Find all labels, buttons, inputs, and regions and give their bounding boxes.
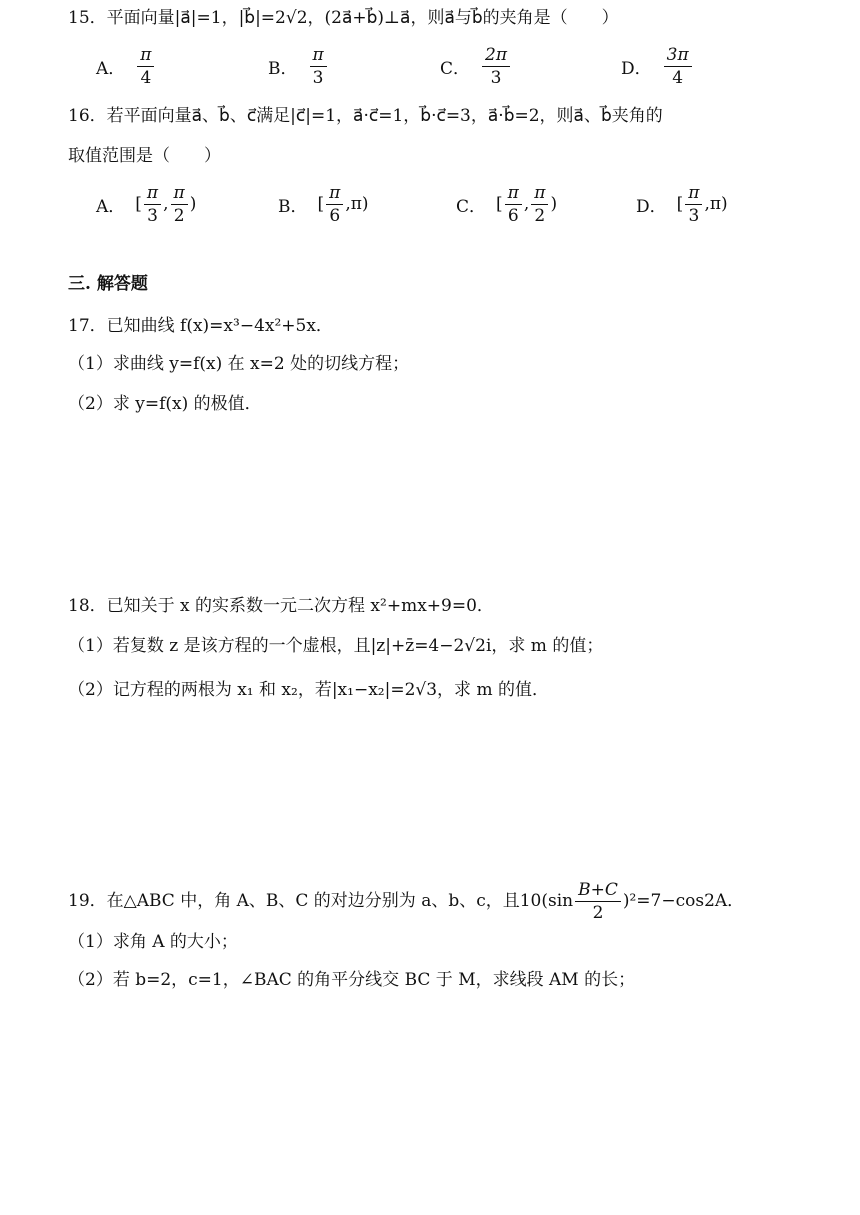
q19-stem-part-a: 19．在△ABC 中，角 A、B、C 的对边分别为 a、b、c，且10(sin	[68, 891, 574, 911]
section-heading: 三. 解答题	[68, 274, 148, 294]
choice-label: C．	[440, 58, 471, 79]
q15-choice-b	[268, 36, 329, 96]
q19-part2: （2）若 b=2，c=1，∠BAC 的角平分线交 BC 于 M，求线段 AM 的长；	[68, 970, 636, 990]
choice-label: C．	[456, 196, 487, 217]
fraction: $\frac{\pi}{6}$	[505, 182, 522, 227]
bracket: [	[676, 194, 684, 214]
q16-choice-c: C． [ $\frac{\pi}{6}$ , $\frac{\pi}{2}$ )	[456, 182, 558, 226]
choice-label: B．	[268, 58, 298, 79]
q19-stem-part-b: )²=7−cos2A．	[622, 891, 745, 911]
q16-choice-b	[278, 174, 369, 234]
interval-tail: ,π)	[704, 194, 728, 214]
q18-stem: 18．已知关于 x 的实系数一元二次方程 x²+mx+9=0．	[68, 596, 494, 616]
choice-label: D．	[636, 196, 667, 217]
q15-choice-d	[621, 36, 694, 96]
q17-part1: （1）求曲线 y=f(x) 在 x=2 处的切线方程；	[68, 354, 410, 374]
fraction: $\frac{\pi}{3}$	[310, 44, 327, 89]
fraction: $\frac{B+C}{2}$	[575, 879, 621, 924]
fraction: $\frac{3\pi}{4}$	[664, 44, 692, 89]
q19-part1: （1）求角 A 的大小；	[68, 932, 238, 952]
q19-stem	[68, 876, 820, 926]
q16-choice-a: A． [ $\frac{\pi}{3}$ , $\frac{\pi}{2}$ )	[96, 182, 197, 226]
choice-label: D．	[621, 58, 652, 79]
interval-tail: ,π)	[345, 194, 369, 214]
fraction: $\frac{\pi}{2}$	[171, 182, 188, 227]
q15-text: 15．平面向量|a⃗|=1，|b⃗|=2√2，(2a⃗+b⃗)⊥a⃗，则a⃗与b⃗的夹角是（ ）	[68, 8, 619, 28]
q17-stem: 17．已知曲线 f(x)=x³−4x²+5x．	[68, 316, 333, 336]
q16-text-line1: 16．若平面向量a⃗、b⃗、c⃗满足|c⃗|=1，a⃗·c⃗=1，b⃗·c⃗=3，a⃗·b⃗=2，则a⃗、b⃗夹角的	[68, 106, 663, 126]
bracket: [	[317, 194, 325, 214]
choice-label: A．	[96, 58, 126, 79]
q15-choice-c	[440, 36, 512, 96]
fraction: $\frac{\pi}{3}$	[685, 182, 702, 227]
fraction: $\frac{\pi}{4}$	[137, 44, 154, 89]
q16-choice-d	[636, 174, 728, 234]
bracket: [	[135, 194, 142, 214]
q16-choices	[96, 174, 820, 234]
bracket: )	[550, 194, 558, 214]
fraction: $\frac{\pi}{6}$	[326, 182, 343, 227]
q18-part1: （1）若复数 z 是该方程的一个虚根，且|z|+z̄=4−2√2i，求 m 的值；	[68, 636, 604, 656]
choice-label: A．	[96, 196, 126, 217]
q18-part2: （2）记方程的两根为 x₁ 和 x₂，若|x₁−x₂|=2√3，求 m 的值．	[68, 680, 549, 700]
choice-label: B．	[278, 196, 308, 217]
q16-text-line2: 取值范围是（ ）	[68, 146, 221, 166]
bracket: [	[496, 194, 503, 214]
bracket: )	[189, 194, 197, 214]
q15-choices	[96, 36, 820, 96]
q15-choice-a	[96, 36, 156, 96]
fraction: $\frac{\pi}{2}$	[531, 182, 548, 227]
q17-part2: （2）求 y=f(x) 的极值．	[68, 394, 262, 414]
fraction: $\frac{\pi}{3}$	[144, 182, 161, 227]
fraction: $\frac{2\pi}{3}$	[482, 44, 510, 89]
